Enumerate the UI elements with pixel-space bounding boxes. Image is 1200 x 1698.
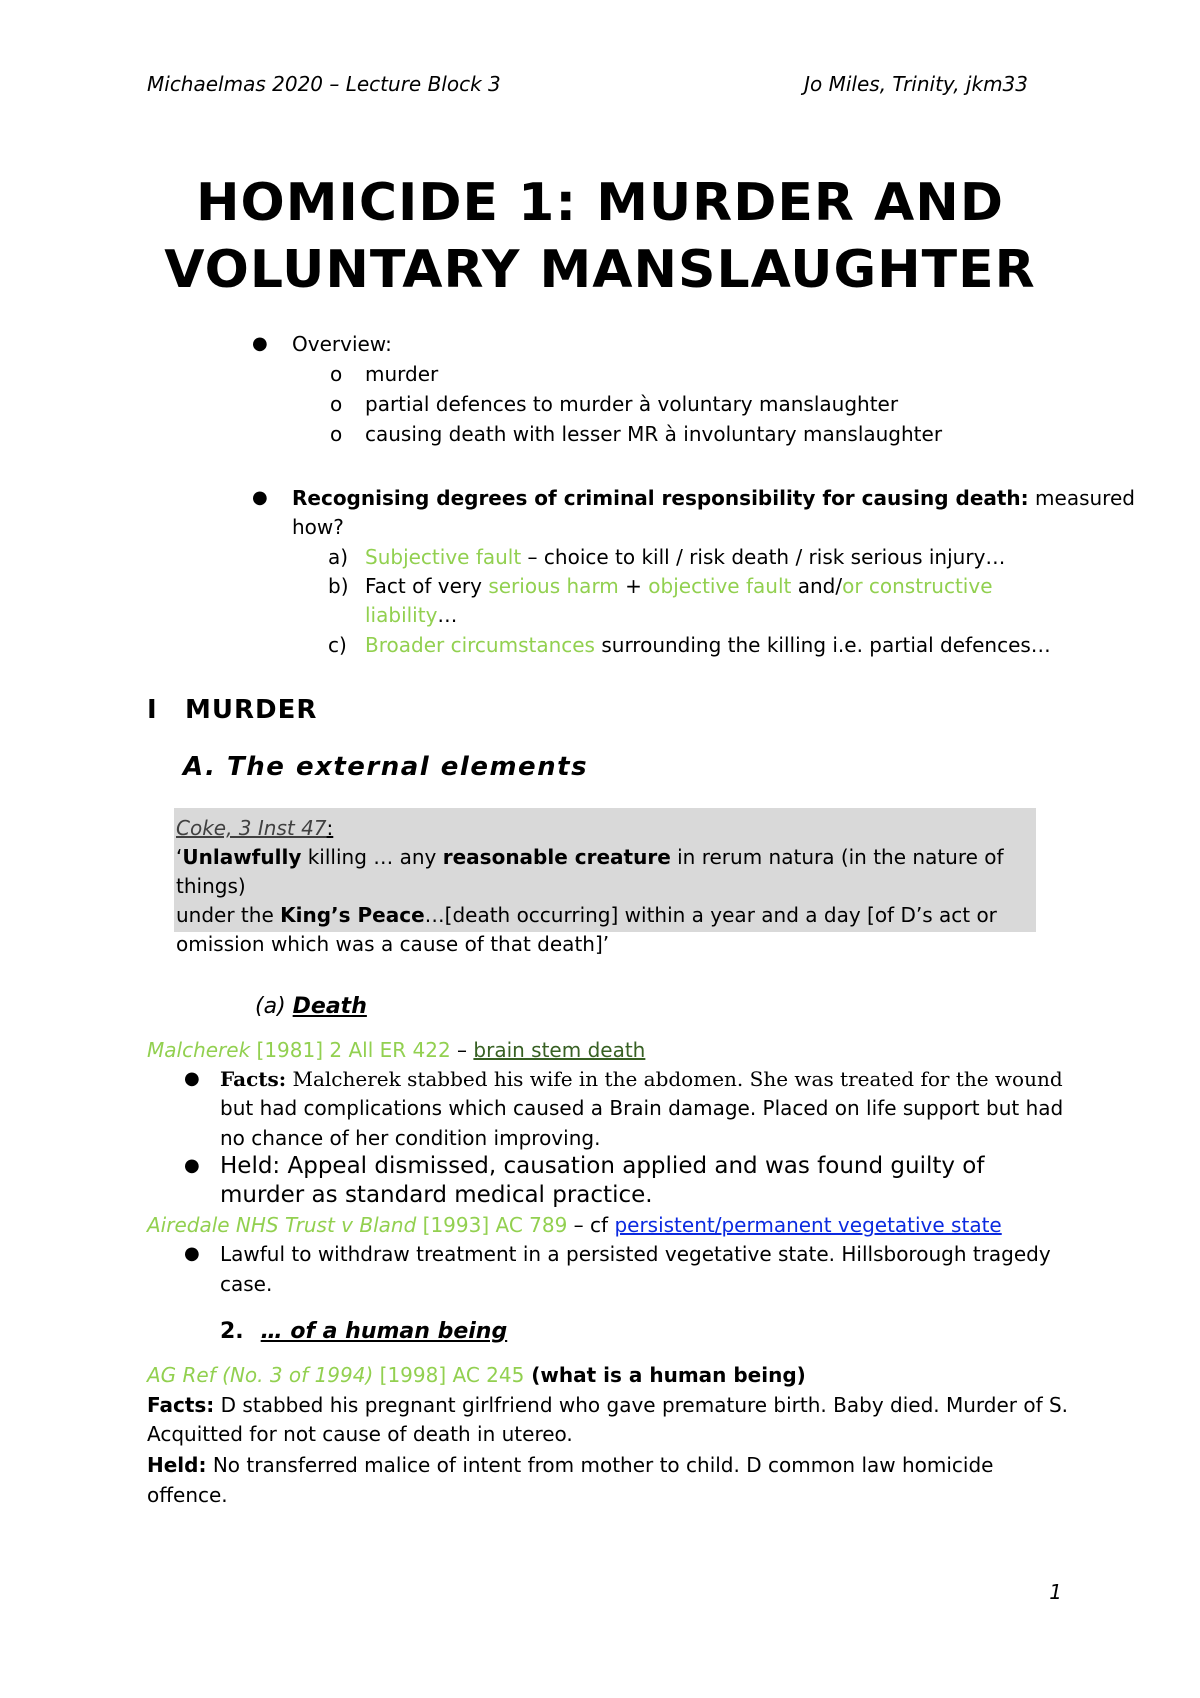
malcherek-facts-2: but had complications which caused a Brain damage. Placed on life support but had — [220, 1096, 1064, 1120]
quote-line-3: omission which was a cause of that death]’ — [176, 932, 610, 956]
airedale-text-1: Lawful to withdraw treatment in a persisted vegetative state. Hillsborough tragedy — [220, 1242, 1051, 1266]
bullet-icon: ● — [252, 333, 268, 354]
ag-ref-held-2: offence. — [147, 1483, 228, 1507]
recognising-item-b-cont: liability… — [365, 603, 458, 627]
recognising-item-a: Subjective fault – choice to kill / risk death / risk serious injury… — [365, 545, 1006, 569]
case-ag-ref: AG Ref (No. 3 of 1994) [1998] AC 245 (what is a human being) — [147, 1363, 806, 1387]
bullet-icon: ● — [252, 487, 268, 508]
malcherek-facts-3: no chance of her condition improving. — [220, 1126, 601, 1150]
recognising-line-1: Recognising degrees of criminal responsibility for causing death: measured — [292, 486, 1135, 510]
death-heading: (a) Death — [255, 994, 367, 1019]
case-airedale: Airedale NHS Trust v Bland [1993] AC 789 – cf persistent/permanent vegetative state — [147, 1213, 1002, 1237]
header-left: Michaelmas 2020 – Lecture Block 3 — [147, 72, 501, 96]
brain-stem-death-link[interactable]: brain stem death — [473, 1038, 646, 1062]
quote-source-line: Coke, 3 Inst 47: — [176, 816, 334, 840]
section-number: I — [147, 695, 158, 725]
circle-bullet-icon: o — [330, 362, 343, 386]
airedale-text-2: case. — [220, 1272, 273, 1296]
malcherek-facts-1: Facts: Malcherek stabbed his wife in the abdomen. She was treated for the wound — [220, 1067, 1063, 1091]
vegetative-state-link[interactable]: persistent/permanent vegetative state — [614, 1213, 1002, 1237]
overview-item: causing death with lesser MR à involuntary manslaughter — [365, 422, 943, 446]
ag-ref-facts-2: Acquitted for not cause of death in utereo. — [147, 1422, 573, 1446]
quote-box — [174, 808, 1036, 956]
quote-line-1: ‘Unlawfully killing … any reasonable creature in rerum natura (in the nature of things) — [176, 845, 1004, 898]
page-title — [100, 170, 1100, 304]
subsection-heading: A. The external elements — [183, 752, 589, 782]
section-heading: MURDER — [185, 695, 318, 725]
list-marker: c) — [328, 633, 347, 657]
circle-bullet-icon: o — [330, 422, 343, 446]
list-marker: b) — [328, 574, 349, 598]
bullet-icon: ● — [184, 1155, 200, 1176]
page-number: 1 — [1049, 1580, 1062, 1604]
quote-line-2: under the King’s Peace…[death occurring] within a year and a day [of D’s act or — [176, 903, 997, 927]
recognising-item-c: Broader circumstances surrounding the killing i.e. partial defences… — [365, 633, 1051, 657]
overview-label: Overview: — [292, 332, 392, 356]
circle-bullet-icon: o — [330, 392, 343, 416]
header-right: Jo Miles, Trinity, jkm33 — [804, 72, 1028, 96]
title-line-1: HOMICIDE 1: MURDER AND — [196, 173, 1004, 233]
bullet-icon: ● — [184, 1243, 200, 1264]
recognising-line-2: how? — [292, 515, 344, 539]
bullet-icon: ● — [184, 1068, 200, 1089]
list-marker: a) — [328, 545, 349, 569]
overview-item: murder — [365, 362, 439, 386]
quote-source: Coke, 3 Inst 47 — [176, 816, 327, 840]
recognising-item-b: Fact of very serious harm + objective fault and/or constructive — [365, 574, 993, 598]
case-malcherek: Malcherek [1981] 2 All ER 422 – brain stem death — [147, 1038, 646, 1062]
malcherek-held-2: murder as standard medical practice. — [220, 1182, 653, 1208]
ag-ref-held-1: Held: No transferred malice of intent from mother to child. D common law homicide — [147, 1453, 994, 1477]
human-being-heading: 2. … of a human being — [220, 1319, 508, 1344]
malcherek-held-1: Held: Appeal dismissed, causation applied and was found guilty of — [220, 1153, 985, 1179]
ag-ref-facts-1: Facts: D stabbed his pregnant girlfriend who gave premature birth. Baby died. Murder of S. — [147, 1393, 1069, 1417]
title-line-2: VOLUNTARY MANSLAUGHTER — [164, 240, 1036, 300]
overview-item: partial defences to murder à voluntary manslaughter — [365, 392, 899, 416]
